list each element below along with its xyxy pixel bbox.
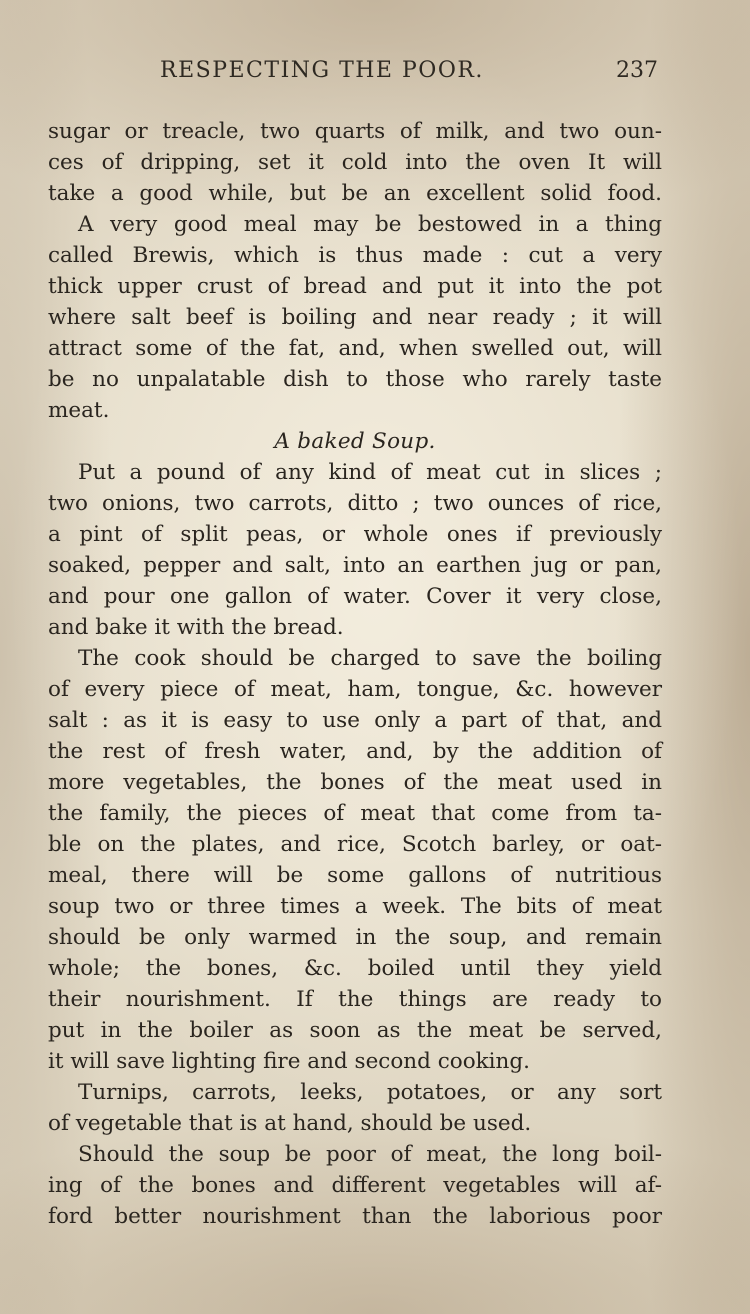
text-line: ble on the plates, and rice, Scotch barley, or oat- [48,832,662,857]
text-line: their nourishment. If the things are ready to [48,987,662,1012]
text-line: take a good while, but be an excellent solid food. [48,181,662,206]
page-number: 237 [616,58,658,83]
text-line: put in the boiler as soon as the meat be served, [48,1018,662,1043]
text-line: more vegetables, the bones of the meat used in [48,770,662,795]
text-line: called Brewis, which is thus made : cut a very [48,243,662,268]
text-line: and bake it with the bread. [48,615,344,640]
text-line: whole; the bones, &c. boiled until they yield [48,956,662,981]
text-line: and pour one gallon of water. Cover it very close, [48,584,662,609]
text-line: ford better nourishment than the laborious poor [48,1204,662,1229]
text-line: Turnips, carrots, leeks, potatoes, or any sort [78,1080,662,1105]
running-head [50,58,662,90]
text-line: ces of dripping, set it cold into the oven It will [48,150,662,175]
running-title: RESPECTING THE POOR. [160,58,484,83]
text-line: Should the soup be poor of meat, the long boil- [78,1142,662,1167]
text-line: meal, there will be some gallons of nutritious [48,863,662,888]
text-line: should be only warmed in the soup, and remain [48,925,662,950]
text-line: be no unpalatable dish to those who rarely taste [48,367,662,392]
text-line: a pint of split peas, or whole ones if previously [48,522,662,547]
text-line: The cook should be charged to save the boiling [78,646,662,671]
text-body [48,116,662,1232]
text-line: the rest of fresh water, and, by the addition of [48,739,662,764]
text-line: sugar or treacle, two quarts of milk, and two oun- [48,119,662,144]
text-line: Put a pound of any kind of meat cut in slices ; [78,460,662,485]
text-line: soaked, pepper and salt, into an earthen jug or pan, [48,553,662,578]
text-line: it will save lighting fire and second cooking. [48,1049,530,1074]
text-line: A very good meal may be bestowed in a thing [78,212,662,237]
section-heading: A baked Soup. [274,429,436,454]
text-line: salt : as it is easy to use only a part of that, and [48,708,662,733]
text-line: ing of the bones and different vegetables will af- [48,1173,662,1198]
text-line: meat. [48,398,110,423]
text-line: two onions, two carrots, ditto ; two ounces of rice, [48,491,662,516]
text-line: of every piece of meat, ham, tongue, &c. however [48,677,662,702]
text-line: thick upper crust of bread and put it into the pot [48,274,662,299]
text-line: the family, the pieces of meat that come from ta- [48,801,662,826]
text-line: attract some of the fat, and, when swelled out, will [48,336,662,361]
text-line: soup two or three times a week. The bits of meat [48,894,662,919]
text-line: of vegetable that is at hand, should be used. [48,1111,532,1136]
text-line: where salt beef is boiling and near ready ; it will [48,305,662,330]
